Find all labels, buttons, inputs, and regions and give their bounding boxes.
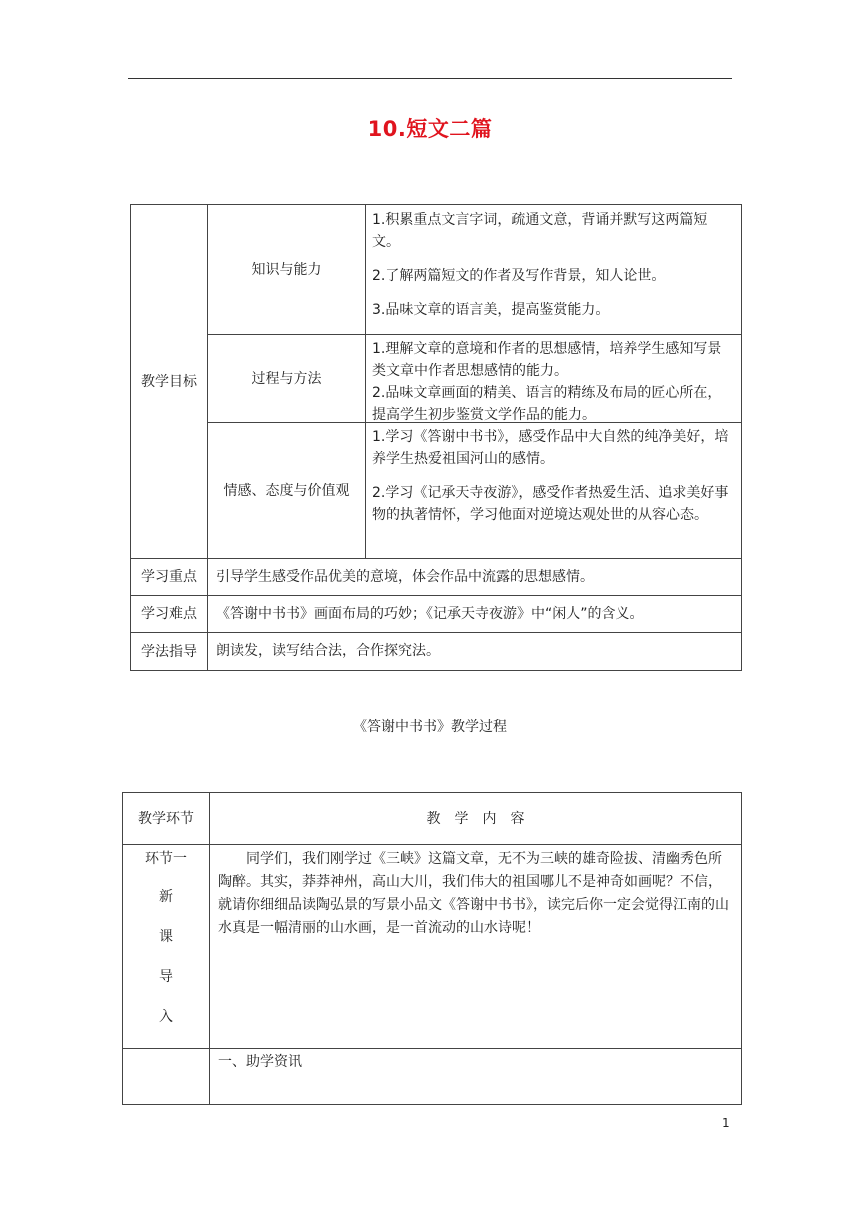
stage1-label: [122, 844, 210, 1049]
attitude-item-2: 2.学习《记承天寺夜游》，感受作者热爱生活、追求美好事物的执著情怀，学习他面对逆境达观处世的从容心态。: [372, 485, 729, 523]
header-stage: 教学环节: [122, 792, 210, 845]
focus-label: 学习重点: [130, 558, 208, 596]
knowledge-item-1: 1.积累重点文言字词，疏通文意，背诵并默写这两篇短文。: [372, 212, 708, 250]
process-items: [365, 334, 742, 423]
stage2-subheading: 一、助学资讯: [218, 1054, 302, 1070]
header-content: 教 学 内 容: [209, 792, 742, 845]
focus-text: 引导学生感受作品优美的意境，体会作品中流露的思想感情。: [207, 558, 742, 596]
category-knowledge: 知识与能力: [207, 204, 366, 335]
difficulty-text: 《答谢中书书》画面布局的巧妙；《记承天寺夜游》中“闲人”的含义。: [207, 595, 742, 633]
knowledge-item-3: 3.品味文章的语言美，提高鉴赏能力。: [372, 302, 610, 318]
stage1-content: [209, 844, 742, 1049]
knowledge-item-2: 2.了解两篇短文的作者及写作背景，知人论世。: [372, 268, 666, 284]
stage1-paragraph: 同学们，我们刚学过《三峡》这篇文章，无不为三峡的雄奇险拔、清幽秀色所陶醉。其实，莽莽神州，高山大川，我们伟大的祖国哪儿不是神奇如画呢？不信，就请你细细品读陶弘景的写景小品文《答谢中书书》，读完后你一定会觉得江南的山水真是一幅清丽的山水画，是一首流动的山水诗呢！: [218, 851, 729, 936]
header-rule: [128, 78, 732, 79]
objectives-label: 教学目标: [130, 204, 208, 559]
attitude-item-1: 1.学习《答谢中书书》，感受作品中大自然的纯净美好，培养学生热爱祖国河山的感情。: [372, 429, 729, 467]
stage1-line-4: 导: [159, 969, 173, 985]
process-item-1: 1.理解文章的意境和作者的思想感情，培养学生感知写景类文章中作者思想感情的能力。: [372, 341, 722, 379]
stage1-line-3: 课: [159, 929, 173, 945]
stage1-line-5: 入: [159, 1009, 173, 1025]
document-title: 10.短文二篇: [367, 117, 493, 141]
process-heading: 《答谢中书书》教学过程: [353, 719, 507, 735]
method-text: 朗读发，读写结合法，合作探究法。: [207, 632, 742, 671]
category-process: 过程与方法: [207, 334, 366, 423]
stage1-line-2: 新: [159, 889, 173, 905]
category-attitude: 情感、态度与价值观: [207, 422, 366, 559]
stage2-content: [209, 1048, 742, 1105]
stage2-label: [122, 1048, 210, 1105]
difficulty-label: 学习难点: [130, 595, 208, 633]
process-item-2: 2.品味文章画面的精美、语言的精练及布局的匠心所在，提高学生初步鉴赏文学作品的能力。: [372, 385, 722, 423]
attitude-items: [365, 422, 742, 559]
knowledge-items: [365, 204, 742, 335]
method-label: 学法指导: [130, 632, 208, 671]
stage1-line-1: 环节一: [145, 851, 187, 867]
page-number: 1: [722, 1116, 730, 1130]
